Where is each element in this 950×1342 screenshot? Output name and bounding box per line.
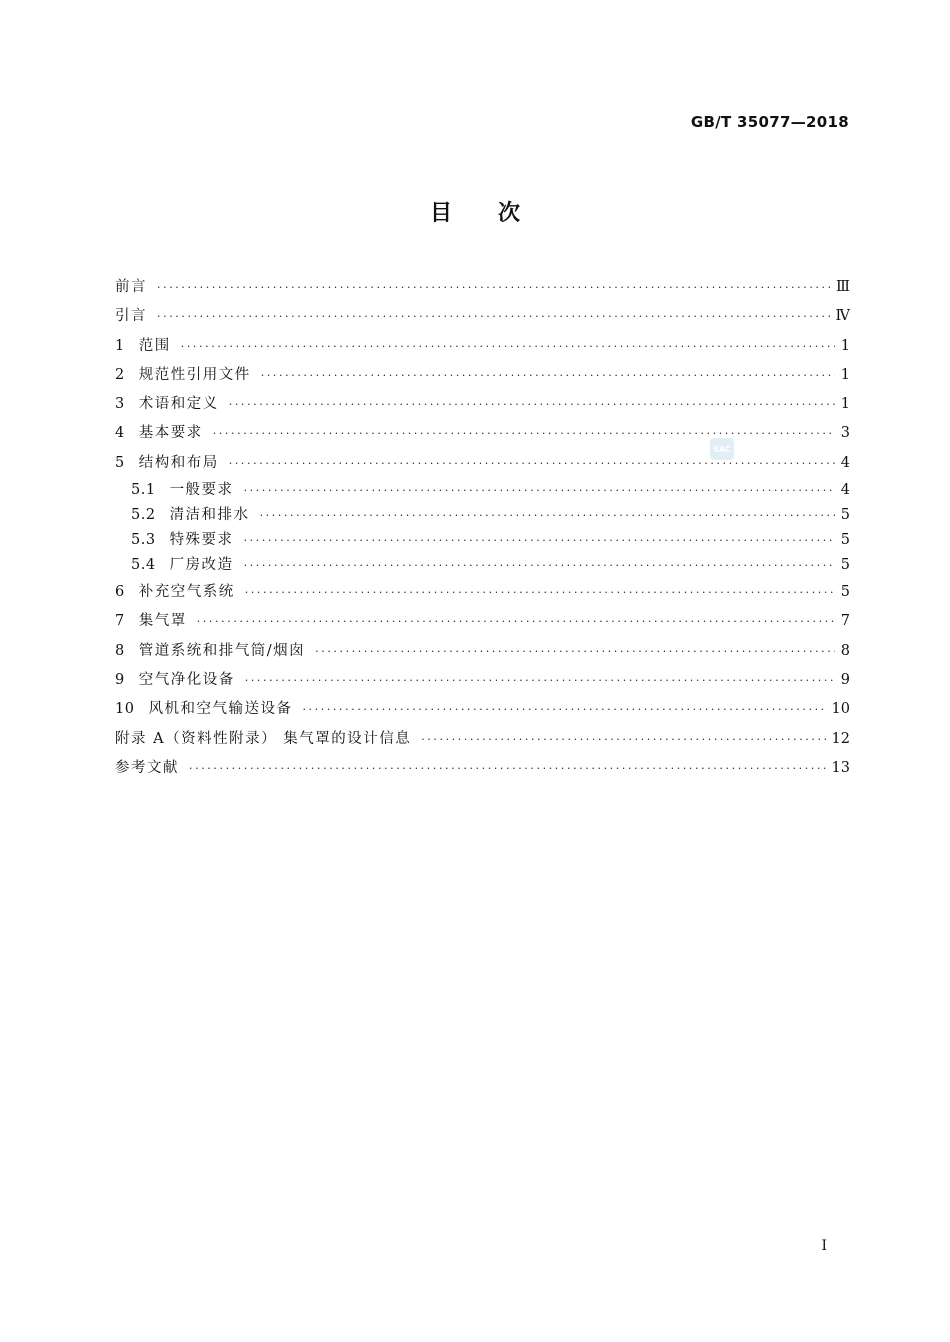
page-number: Ⅰ bbox=[821, 1238, 827, 1254]
toc-entry-label: 厂房改造 bbox=[169, 557, 234, 574]
toc-entry[interactable] bbox=[115, 607, 850, 636]
toc-leader-dots bbox=[244, 528, 835, 553]
toc-entry-label: 补充空气系统 bbox=[138, 584, 235, 601]
toc-entry[interactable] bbox=[115, 754, 850, 783]
toc-leader-dots bbox=[229, 449, 835, 478]
toc-leader-dots bbox=[244, 553, 835, 578]
toc-leader-dots bbox=[421, 725, 825, 754]
toc-entry-number: 5.1 bbox=[131, 482, 156, 499]
toc-entry-label: 特殊要求 bbox=[169, 532, 234, 549]
toc-entry-number: 5 bbox=[115, 454, 125, 471]
toc-entry-number: 10 bbox=[115, 701, 135, 718]
toc-entry-label: 附录 A（资料性附录） 集气罩的设计信息 bbox=[115, 730, 412, 747]
toc-entry-page: 10 bbox=[831, 701, 850, 718]
toc-entry-page: 12 bbox=[831, 730, 850, 747]
toc-entry-page: 4 bbox=[840, 454, 850, 471]
toc-entry-page: 1 bbox=[840, 337, 850, 354]
toc-leader-dots bbox=[181, 332, 835, 361]
toc-entry-page: Ⅲ bbox=[836, 279, 850, 295]
toc-entry-page: 9 bbox=[840, 671, 850, 688]
toc-entry[interactable] bbox=[115, 390, 850, 419]
toc-leader-dots bbox=[157, 273, 830, 302]
toc-leader-dots bbox=[229, 390, 835, 419]
toc-entry-page: 4 bbox=[840, 482, 850, 499]
toc-entry-number: 5.4 bbox=[131, 557, 156, 574]
toc-entry[interactable] bbox=[115, 361, 850, 390]
toc-entry-number: 2 bbox=[115, 366, 125, 383]
toc-entry[interactable] bbox=[115, 478, 850, 503]
toc-entry-number: 1 bbox=[115, 337, 125, 354]
toc-entry[interactable] bbox=[115, 637, 850, 666]
toc-entry-page: 3 bbox=[840, 425, 850, 442]
toc-entry-number: 7 bbox=[115, 613, 125, 630]
toc-entry-label: 风机和空气输送设备 bbox=[148, 701, 293, 718]
standard-code: GB/T 35077—2018 bbox=[690, 113, 849, 131]
toc-entry[interactable] bbox=[115, 528, 850, 553]
toc-entry-number: 8 bbox=[115, 642, 125, 659]
toc-entry[interactable] bbox=[115, 666, 850, 695]
toc-entry-number: 5.2 bbox=[131, 507, 156, 524]
toc-entry-label: 前言 bbox=[115, 279, 147, 295]
toc-entry-label: 范围 bbox=[138, 337, 171, 354]
toc-entry[interactable] bbox=[115, 578, 850, 607]
toc-entry[interactable] bbox=[115, 302, 850, 331]
toc-entry-number: 3 bbox=[115, 396, 125, 413]
toc-leader-dots bbox=[197, 607, 835, 636]
toc-entry-label: 基本要求 bbox=[138, 425, 203, 442]
toc-leader-dots bbox=[245, 666, 835, 695]
toc-entry-label: 管道系统和排气筒/烟囱 bbox=[138, 642, 306, 659]
toc-leader-dots bbox=[245, 578, 835, 607]
toc-entry-label: 规范性引用文件 bbox=[138, 366, 251, 383]
toc-entry-page: 1 bbox=[840, 366, 850, 383]
toc-entry-number: 5.3 bbox=[131, 532, 156, 549]
toc-entry-page: 5 bbox=[840, 532, 850, 549]
toc-entry-page: 5 bbox=[840, 507, 850, 524]
toc-entry[interactable] bbox=[115, 553, 850, 578]
toc-entry-label: 结构和布局 bbox=[138, 454, 219, 471]
toc-entry[interactable] bbox=[115, 503, 850, 528]
toc-entry-page: 5 bbox=[840, 557, 850, 574]
toc-entry-number: 9 bbox=[115, 671, 125, 688]
toc-leader-dots bbox=[315, 637, 835, 666]
toc-leader-dots bbox=[260, 503, 835, 528]
toc-entry[interactable] bbox=[115, 725, 850, 754]
toc-entry[interactable] bbox=[115, 332, 850, 361]
toc-entry-page: 13 bbox=[831, 759, 850, 776]
toc-leader-dots bbox=[302, 695, 825, 724]
toc-entry[interactable] bbox=[115, 695, 850, 724]
toc-leader-dots bbox=[261, 361, 835, 390]
toc-entry-number: 6 bbox=[115, 584, 125, 601]
toc-leader-dots bbox=[189, 754, 826, 783]
toc-leader-dots bbox=[157, 302, 830, 331]
toc-entry[interactable] bbox=[115, 449, 850, 478]
toc-entry-number: 4 bbox=[115, 425, 125, 442]
toc-entry-page: 8 bbox=[840, 642, 850, 659]
toc-entry-label: 一般要求 bbox=[169, 482, 234, 499]
toc-entry-label: 参考文献 bbox=[115, 759, 179, 776]
toc-entry-label: 集气罩 bbox=[138, 613, 187, 630]
toc-entry[interactable] bbox=[115, 419, 850, 448]
toc-entry-page: 5 bbox=[840, 584, 850, 601]
toc-entry-page: Ⅳ bbox=[835, 308, 850, 325]
toc-entry-label: 术语和定义 bbox=[138, 396, 219, 413]
table-of-contents bbox=[115, 273, 850, 783]
page-title: 目次 bbox=[429, 201, 566, 226]
toc-entry-label: 引言 bbox=[115, 308, 147, 325]
toc-entry[interactable] bbox=[115, 273, 850, 302]
toc-entry-label: 清洁和排水 bbox=[169, 507, 250, 524]
watermark-logo: SAC bbox=[710, 438, 734, 460]
toc-entry-page: 1 bbox=[840, 396, 850, 413]
toc-leader-dots bbox=[244, 478, 835, 503]
toc-entry-label: 空气净化设备 bbox=[138, 671, 235, 688]
toc-entry-page: 7 bbox=[840, 613, 850, 630]
toc-leader-dots bbox=[213, 419, 835, 448]
